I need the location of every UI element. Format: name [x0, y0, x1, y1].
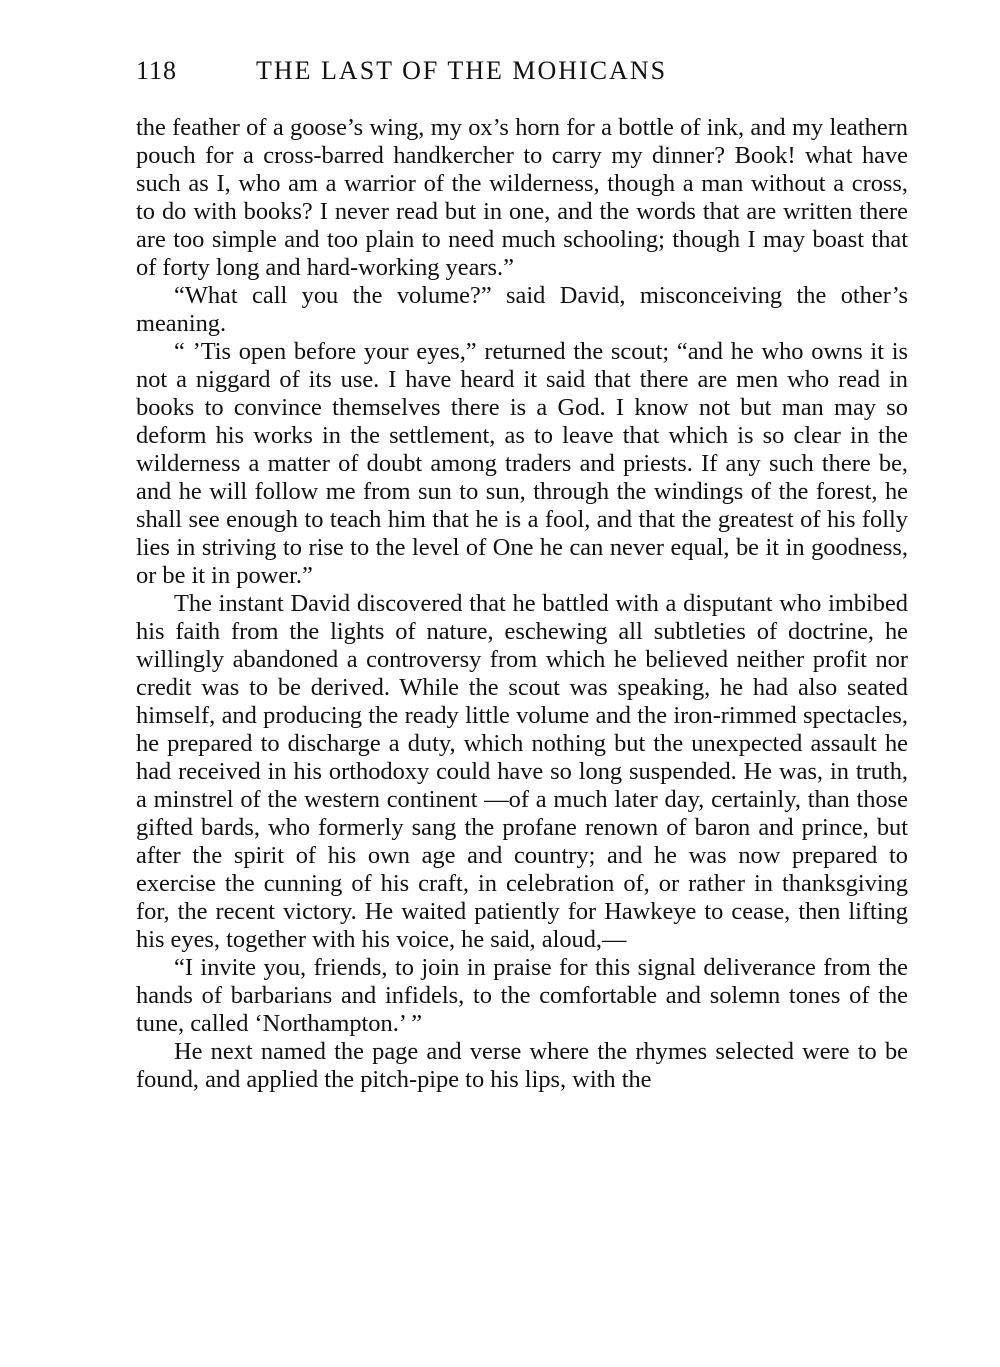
paragraph-continuation: the feather of a goose’s wing, my ox’s horn for a bottle of ink, and my leathern pouch for a cross-barred handkercher to carry my dinner? Book! what have such as I, who am a warrior of the wilderness, though a man without a cross, to do with books? I never read but in one, and the words that are written there are too simple and too plain to need much schooling; though I may boast that of forty long and hard-working years.” [136, 114, 908, 281]
paragraph: “ ’Tis open before your eyes,” returned the scout; “and he who owns it is not a niggard of its use. I have heard it said that there are men who read in books to convince themselves there is a God. I know not but man may so deform his works in the settlement, as to leave that which is so clear in the wilderness a matter of doubt among traders and priests. If any such there be, and he will follow me from sun to sun, through the windings of the forest, he shall see enough to teach him that he is a fool, and that the greatest of his folly lies in striving to rise to the level of One he can never equal, be it in goodness, or be it in power.” [136, 338, 908, 589]
paragraph: “What call you the volume?” said David, misconceiving the other’s meaning. [136, 282, 908, 337]
page-number: 118 [136, 56, 178, 85]
paragraph: The instant David discovered that he battled with a disputant who imbibed his faith from the lights of nature, eschewing all subtleties of doctrine, he willingly abandoned a controversy from which he believed neither profit nor credit was to be derived. While the scout was speaking, he had also seated himself, and producing the ready little volume and the iron-rimmed spectacles, he prepared to discharge a duty, which nothing but the unexpected assault he had received in his orthodoxy could have so long suspended. He was, in truth, a minstrel of the western continent —of a much later day, certainly, than those gifted bards, who formerly sang the profane renown of baron and prince, but after the spirit of his own age and country; and he was now prepared to exercise the cunning of his craft, in celebration of, or rather in thanksgiving for, the recent victory. He waited patiently for Hawkeye to cease, then lifting his eyes, together with his voice, he said, aloud,— [136, 590, 908, 953]
running-title: THE LAST OF THE MOHICANS [256, 56, 668, 85]
page-header [136, 56, 908, 96]
body-text [136, 114, 908, 1094]
paragraph: He next named the page and verse where the rhymes selected were to be found, and applied the pitch-pipe to his lips, with the [136, 1038, 908, 1093]
paragraph: “I invite you, friends, to join in praise for this signal deliverance from the hands of barbarians and infidels, to the comfortable and solemn tones of the tune, called ‘Northampton.’ ” [136, 954, 908, 1037]
